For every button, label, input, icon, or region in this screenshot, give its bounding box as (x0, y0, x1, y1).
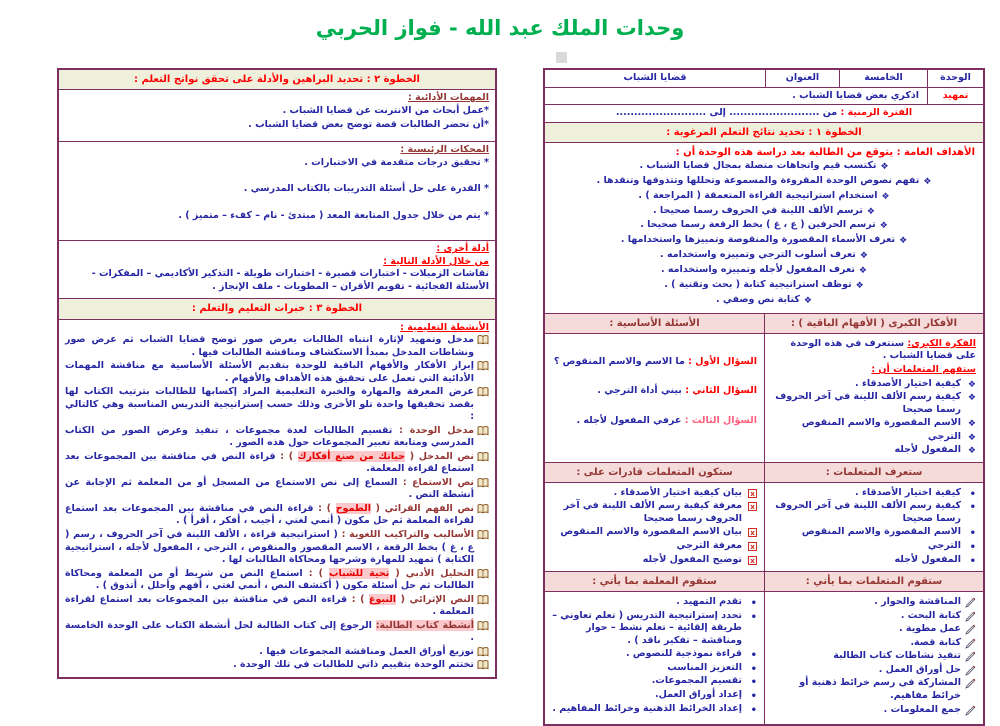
list-item (65, 183, 489, 196)
diamond-icon: ❖ (881, 191, 890, 202)
do-content (545, 591, 983, 724)
bullet-icon: • (750, 677, 757, 689)
list-item (553, 205, 975, 219)
goals-title: الأهداف العامة : يتوقع من الطالبة بعد دراسة هذه الوحدة أن : (675, 146, 975, 158)
list-item (772, 610, 976, 623)
list-item-text: الترجي (927, 430, 961, 442)
list-item (772, 664, 976, 677)
step2-header: الخطوة ٢ : تحديد البراهين والأدلة على تحقق نواتج التعلم : (59, 70, 495, 89)
will-know-header: ستعرف المتعلمات : (764, 463, 983, 482)
bullet-icon: • (969, 502, 976, 514)
list-item (553, 279, 975, 293)
other-evidence-text: نقاشات الزميلات - اختبارات قصيرة - اختبارات طويلة - التذكير الأكاديمي – المفكرات - الأسئلة الفجائية - تقويم الأقران – المطويات - ملف الإنجاز . (91, 268, 489, 292)
list-item (552, 610, 757, 648)
performance-tasks-section (59, 89, 495, 141)
list-item (552, 648, 757, 661)
bullet-icon: • (750, 690, 757, 702)
performance-tasks-list (65, 105, 489, 132)
tamheed-value: اذكري بعض قضايا الشباب . (792, 89, 919, 101)
list-item (65, 105, 489, 118)
learning-activities-list (65, 334, 489, 672)
students-do-list (772, 596, 976, 716)
diamond-icon: ❖ (899, 236, 908, 247)
understand-list (772, 378, 976, 457)
period-label: الفترة الزمنية : (840, 107, 913, 119)
list-item (552, 675, 757, 688)
list-item (553, 175, 975, 189)
list-item (65, 386, 489, 424)
list-item-text: تفهم نصوص الوحدة المقروءة والمسموعة وتحللها وتتذوقها وتنقدها . (596, 174, 920, 186)
tamheed-label: تمهيد (927, 88, 983, 105)
bullet-icon: • (750, 650, 757, 662)
bullet-icon: • (969, 488, 976, 500)
list-item (552, 487, 757, 500)
list-item (65, 659, 489, 672)
list-item (553, 294, 975, 308)
list-item (552, 703, 757, 716)
book-icon (477, 530, 489, 545)
list-item (65, 360, 489, 385)
learning-activities-title: الأنشطة التعليمية : (400, 321, 489, 333)
evidence-activities-panel (57, 68, 497, 679)
list-item-text: *أن تحضر الطالبات قصة توضح بعض قضايا الشباب . (248, 119, 489, 131)
list-item (552, 415, 757, 428)
diamond-icon: ❖ (858, 266, 867, 277)
bullet-icon: • (750, 598, 757, 610)
key-criteria-section (59, 141, 495, 240)
list-item (552, 526, 757, 539)
list-item-text: النص الإثرائي ( النبوغ ) : قراءة النص في مناقشة بين المجموعات بعد استماع لقراءة المعلمة . (65, 593, 474, 618)
list-item (65, 594, 489, 619)
big-idea-text: سنتعرف في هذه الوحدة على قضايا الشباب . (790, 337, 976, 362)
list-item-text: حل أوراق العمل . (878, 663, 961, 675)
list-item (552, 554, 757, 567)
list-item-text: مدخل وتمهيد لإثارة انتباه الطالبات يعرض صور توضح قضايا الشباب ثم عرض صور ونشاطات المدخل بمبدأ الاستكشاف ومناقشة الطالبات فيها . (65, 334, 474, 358)
list-item (772, 540, 976, 553)
diamond-icon: ❖ (967, 393, 976, 404)
list-item-text: * يتم من خلال جدول المتابعة المعد ( مبتدئ - نام – كفء – متميز ) . (178, 209, 489, 221)
list-item (65, 119, 489, 132)
list-item-text: الأساليب والتراكيب اللغوية : ( استراتيجية قراءة ، الألف اللينة في آخر الحروف ، رسم ( ع ، غ ) بخط الرقعة ، الاسم المقصور والمنقوص ، الترجي ، المفعول لأجله ، استراتيجية الكتابة ) تمهيد للمهارة وشرحها ومحاكاة الطالبات لها . (65, 529, 474, 566)
list-item-text: تعرف أسلوب الترجي وتمييزه واستخدامه . (660, 249, 856, 261)
big-ideas-cell (764, 334, 983, 462)
list-item-text: تحدد إستراتيجية التدريس ( تعلم تعاوني – طريقة إلقائية – تعلم نشط – حوار ومناقشة – تفكير ناقد ) . (552, 609, 742, 646)
list-item (772, 623, 976, 636)
list-item (65, 477, 489, 502)
list-item-text: تقسيم المجموعات. (651, 675, 742, 687)
list-item-text: إبراز الأفكار والأفهام الباقية للوحدة بتقديم الأسئلة الأساسية مع مناقشة المهمات الأدائية التي تعمل على تحقيق هذه الأهداف والأفهام . (65, 360, 474, 384)
xbox-icon: x (748, 527, 757, 540)
list-item (772, 554, 976, 567)
list-item (552, 356, 757, 369)
diamond-icon: ❖ (967, 379, 976, 390)
list-item (65, 425, 489, 450)
list-item (552, 596, 757, 609)
book-icon (477, 361, 489, 376)
know-able-headers (545, 462, 983, 482)
list-item-text: كتابة قصة. (910, 636, 961, 648)
book-icon (477, 595, 489, 610)
list-item (553, 249, 975, 263)
students-do-header: ستقوم المتعلمات بما يأتي : (764, 572, 983, 591)
bullet-icon: • (750, 704, 757, 716)
list-item (772, 500, 976, 525)
diamond-icon: ❖ (967, 432, 976, 443)
list-item-text: الاسم المقصورة والاسم المنقوص (801, 417, 961, 429)
diamond-icon: ❖ (879, 221, 888, 232)
list-item-text: جمع المعلومات . (883, 703, 961, 715)
list-item-text: تكتسب قيم واتجاهات متصلة بمجال قضايا الشباب . (639, 159, 877, 171)
able-list (552, 487, 757, 566)
unit-label: الوحدة (927, 70, 983, 87)
will-be-able-cell (545, 483, 764, 571)
diamond-icon: ❖ (859, 251, 868, 262)
list-item-text: تعرف الأسماء المقصورة والمنقوصة وتمييزها واستخدامها . (620, 234, 896, 246)
will-know-cell (764, 483, 983, 571)
pen-icon (965, 705, 976, 721)
title-label: العنوان (765, 70, 839, 87)
xbox-icon: x (748, 488, 757, 501)
list-item (772, 378, 976, 391)
other-evidence-section (59, 240, 495, 298)
list-item (772, 391, 976, 416)
list-item (772, 417, 976, 430)
diamond-icon: ❖ (967, 419, 976, 430)
list-item (772, 444, 976, 457)
other-evidence-lead: من خلال الأدلة التالية : (383, 255, 489, 267)
list-item (65, 334, 489, 359)
list-item-text: مدخل الوحدة : تقسيم الطالبات لعدة مجموعات ، تنفيذ وعرض الصور من الكتاب المدرسي ومتابعة تعبير المجموعات حول هذه الصور . (65, 424, 475, 449)
list-item-text: * تحقيق درجات متقدمة في الاختبارات . (304, 156, 489, 168)
list-item-text: كتابة البحث . (900, 609, 961, 621)
book-icon (477, 504, 489, 519)
list-item-text: أنشطة كتاب الطالبة: الرجوع إلى كتاب الطالبة لحل أنشطة الكتاب على الوحدة الخامسة . (65, 619, 474, 644)
teacher-do-header: ستقوم المعلمة بما يأتي : (592, 576, 717, 588)
bullet-icon: • (969, 528, 976, 540)
stray-gray-square (556, 52, 567, 63)
list-item-text: الاسم المقصورة والاسم المنقوص (801, 526, 961, 538)
list-item-text: الترجي (927, 540, 961, 551)
list-item-text: معرفة كيفية رسم الألف اللينة في آخر الحروف رسما صحيحا (563, 500, 742, 524)
list-item-text: تقدم التمهيد . (676, 596, 742, 608)
list-item (65, 529, 489, 567)
list-item (65, 157, 489, 170)
list-item-text: بيان كيفية اختيار الأصدقاء . (613, 486, 742, 498)
bullet-icon: • (750, 611, 757, 623)
list-item (772, 487, 976, 500)
diamond-icon: ❖ (855, 280, 864, 291)
essential-questions-cell (545, 334, 764, 462)
big-idea-lead: الفكرة الكبرى: (907, 337, 976, 349)
list-item-text: ترسم الألف اللينة في الحروف رسما صحيحا . (653, 204, 863, 216)
book-icon (477, 569, 489, 584)
list-item-text: السؤال الأول : ما الاسم والاسم المنقوص ؟ (553, 355, 757, 367)
list-item (65, 620, 489, 645)
list-item (65, 646, 489, 659)
period-row (545, 104, 983, 122)
other-evidence-title: أدلة أخرى : (436, 243, 489, 255)
page-title: وحدات الملك عبد الله - فواز الحربي (315, 16, 685, 40)
list-item-text: معرفة الترجي (676, 540, 742, 551)
list-item-text: توضيح المفعول لأجله (642, 553, 742, 565)
diamond-icon: ❖ (967, 446, 976, 457)
list-item (552, 689, 757, 702)
will-understand-line (772, 364, 976, 377)
list-item-text: كيفية اختيار الأصدقاء . (855, 377, 961, 389)
list-item (65, 451, 489, 476)
book-icon (477, 387, 489, 402)
list-item-text: السؤال الثاني : بيني أداة الترجي . (597, 385, 757, 397)
essential-questions-header: الأسئلة الأساسية : (609, 317, 700, 329)
list-item-text: كيفية اختيار الأصدقاء . (855, 486, 961, 498)
list-item (552, 500, 757, 525)
list-item-text: تختتم الوحدة بتقييم ذاتي للطالبات في تلك الوحدة . (233, 659, 474, 671)
list-item-text: تعرف المفعول لأجله وتمييزه واستخدامه . (661, 264, 855, 276)
list-item-text: كيفية رسم الألف اللينة في آخر الحروف رسما صحيحا (775, 500, 961, 524)
list-item (552, 540, 757, 553)
list-item-text: نص الفهم القرائي ( الطموح ) : قراءة النص في مناقشة بين المجموعات بعد استماع لقراءة المعلمة ثم حل مكون ( أنمي لغتي ، أجيب ، أفكر ، أقرأ ) . (65, 502, 474, 527)
list-item-text: * القدرة على حل أسئلة التدريبات بالكتاب المدرسي . (243, 183, 489, 195)
book-icon (477, 660, 489, 675)
list-item-text: المناقشة والحوار . (874, 596, 961, 608)
unit-overview-panel (543, 68, 985, 726)
list-item-text: المفعول لأجله (894, 444, 961, 456)
list-item (772, 431, 976, 444)
list-item (553, 234, 975, 248)
big-idea-line (772, 338, 976, 363)
diamond-icon: ❖ (923, 176, 932, 187)
step1-header: الخطوة ١ : تحديد نتائج التعلم المرغوبة : (545, 122, 983, 142)
list-item (553, 160, 975, 174)
know-list (772, 487, 976, 566)
book-icon (477, 452, 489, 467)
list-item-text: إعداد أوراق العمل. (654, 688, 742, 700)
list-item-text: عمل مطوية . (899, 623, 961, 635)
step3-header: الخطوة ٣ : خبرات التعليم والتعلم : (59, 298, 495, 318)
students-do-cell (764, 592, 983, 724)
goals-list (553, 160, 975, 308)
list-item-text: نص المدخل ( حياتك من صنع أفكارك ) : قراءة النص في مناقشة بين المجموعات بعد استماع لقراءة المعلمة. (65, 450, 474, 475)
list-item-text: المفعول لأجله (894, 553, 961, 565)
general-goals-section (545, 142, 983, 313)
list-item-text: *عمل أبحاث من الانترنت عن قضايا الشباب . (282, 104, 489, 116)
xbox-icon: x (748, 541, 757, 554)
will-be-able-header: ستكون المتعلمات قادرات على : (576, 466, 733, 478)
book-icon (477, 478, 489, 493)
list-item (772, 677, 976, 702)
list-item (772, 526, 976, 539)
list-item (65, 210, 489, 223)
diamond-icon: ❖ (866, 206, 875, 217)
bullet-icon: • (969, 542, 976, 553)
big-ideas-header: الأفكار الكبرى ( الأفهام الباقية ) : (764, 314, 983, 333)
xbox-icon: x (748, 501, 757, 514)
big-ideas-questions-headers (545, 313, 983, 333)
list-item-text: عرض المعرفة والمهارة والخبرة التعليمية المراد إكسابها للطالبات بترتيب الكتاب لها بقصد تحقيقها واحدة تلو الأخرى وذلك حسب إستراتيجية التدريس المناسبة وهي كالتالي : (65, 386, 474, 423)
list-item-text: كتابة نص وصفي . (716, 293, 800, 305)
list-item-text: ترسم الحرفين ( ع ، غ ) بخط الرقعة رسما صحيحا . (640, 219, 876, 231)
diamond-icon: ❖ (880, 161, 889, 172)
key-criteria-list (65, 157, 489, 223)
unit-value: الخامسة (839, 70, 927, 87)
diamond-icon: ❖ (803, 295, 812, 306)
bullet-icon: • (969, 555, 976, 567)
list-item (772, 637, 976, 650)
list-item (772, 704, 976, 717)
do-headers (545, 571, 983, 591)
list-item-text: قراءة نموذجية للنصوص . (625, 648, 742, 660)
list-item-text: توزيع أوراق العمل ومناقشة المجموعات فيها . (259, 645, 474, 657)
bullet-icon: • (750, 663, 757, 675)
performance-tasks-title: المهمات الأدائية : (407, 92, 489, 104)
questions-list (552, 356, 757, 428)
list-item (772, 650, 976, 663)
list-item-text: إعداد الخرائط الذهنية وخرائط المفاهيم . (552, 702, 742, 714)
list-item-text: بيان الاسم المقصورة والاسم المنقوص (560, 526, 742, 538)
know-able-content (545, 482, 983, 571)
list-item (552, 662, 757, 675)
unit-meta-row (545, 70, 983, 87)
list-item-text: استخدام استراتيجية القراءة المتعمقة ( المراجعة ) . (638, 189, 878, 201)
list-item-text: كيفية رسم الألف اللينة في آخر الحروف رسما صحيحا (775, 391, 961, 415)
book-icon (477, 426, 489, 441)
pen-icon (965, 678, 976, 694)
book-icon (477, 335, 489, 350)
list-item (553, 219, 975, 233)
list-item-text: توظف استراتيجية كتابة ( بحث وتقنية ) . (664, 278, 852, 290)
big-ideas-questions-content (545, 333, 983, 462)
list-item (553, 190, 975, 204)
teacher-do-cell (545, 592, 764, 724)
list-item-text: السؤال الثالث : عرفي المفعول لأجله . (576, 414, 757, 426)
list-item-text: التعزيز المناسب (667, 661, 742, 673)
list-item-text: تنفيذ نشاطات كتاب الطالبة (833, 650, 961, 662)
teacher-do-list (552, 596, 757, 715)
learning-activities-section (59, 319, 495, 677)
will-understand-lead: ستفهم المتعلمات أن : (871, 363, 976, 375)
period-value: من ......................... إلى ......................... (615, 107, 841, 119)
key-criteria-title: المحكات الرئيسية : (400, 144, 489, 156)
xbox-icon: x (748, 555, 757, 568)
list-item (65, 568, 489, 593)
list-item (772, 596, 976, 609)
list-item-text: نص الاستماع : السماع إلى نص الاستماع من المسجل أو من المعلمة ثم الإجابة عن أنشطة النص . (65, 476, 474, 501)
list-item (553, 264, 975, 278)
list-item-text: التحليل الأدبي ( تحية للشباب ) : استماع النص من شريط أو من المعلمة ومحاكاة الطالبات ثم حل أسئلة مكون ( أكتشف النص ، أنمي لغتي ، أفهم وأحلل ، أتذوق ) . (65, 567, 474, 592)
tamheed-row (545, 87, 983, 105)
list-item (65, 503, 489, 528)
title-value: قضايا الشباب (623, 72, 687, 83)
list-item-text: المشاركة في رسم خرائط ذهنية أو خرائط مفاهيم. (799, 677, 961, 701)
book-icon (477, 621, 489, 636)
list-item (552, 385, 757, 398)
